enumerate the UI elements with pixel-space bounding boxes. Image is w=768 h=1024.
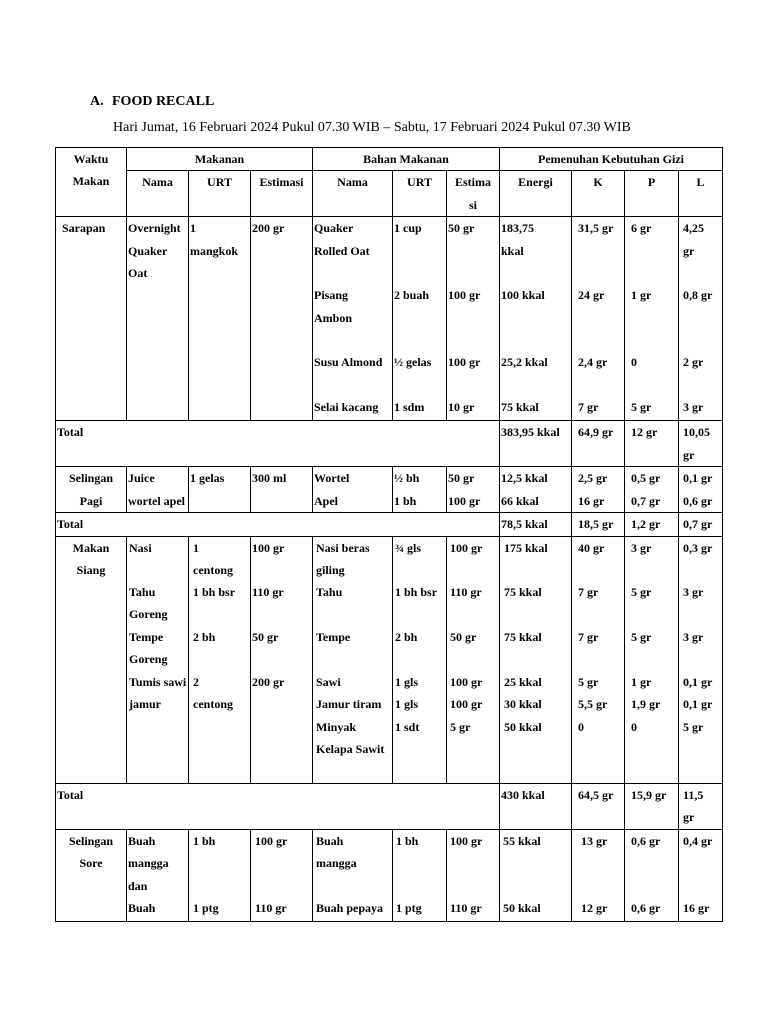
- energi: [500, 467, 572, 513]
- makanan-nama-text: Overnight: [128, 221, 181, 236]
- total-karbohidrat-text: 64,5 gr: [578, 787, 614, 802]
- makanan-estimasi: [251, 829, 313, 921]
- lemak-text: 0,4 gr: [683, 833, 713, 848]
- total-label: [56, 513, 500, 536]
- header-gizi-text: Pemenuhan Kebutuhan Gizi: [537, 152, 685, 166]
- bahan-nama-text: Kelapa Sawit: [316, 742, 385, 757]
- total-label: [56, 783, 500, 829]
- makanan-nama-text: Oat: [128, 266, 148, 281]
- total-lemak-text: 0,7 gr: [683, 517, 713, 532]
- total-energi: [500, 783, 572, 829]
- bahan-nama-text: Selai kacang: [314, 400, 379, 415]
- row-sarapan: [56, 217, 723, 421]
- bahan-estimasi-text: 100 gr: [450, 674, 483, 689]
- bahan-urt-text: 1 sdt: [395, 719, 420, 734]
- header-energi: [500, 171, 572, 217]
- header-p: [625, 171, 679, 217]
- header-waktu-text: Makan: [72, 174, 110, 189]
- header-bahan-estimasi-text: Estima: [455, 175, 491, 190]
- makanan-urt: [189, 829, 251, 921]
- header-nama: [127, 171, 189, 217]
- waktu-makan-siang-text: Makan: [72, 540, 110, 555]
- header-bahan-estimasi: [447, 171, 500, 217]
- lemak-text: gr: [683, 243, 695, 258]
- bahan-urt: [393, 467, 447, 513]
- karbohidrat: [572, 467, 625, 513]
- waktu-selingan-sore-text: Sore: [79, 856, 103, 871]
- makanan-urt: [189, 536, 251, 783]
- makanan-nama: [127, 217, 189, 421]
- bahan-urt-text: 1 bh bsr: [395, 584, 438, 599]
- lemak-text: 0,1 gr: [683, 697, 713, 712]
- makanan-estimasi-text: 110 gr: [252, 584, 284, 599]
- total-protein: [625, 783, 679, 829]
- makanan-estimasi-text: 100 gr: [255, 833, 288, 848]
- karbohidrat: [572, 217, 625, 421]
- waktu-selingan-pagi-text: Pagi: [79, 493, 103, 508]
- section-heading: [90, 94, 214, 110]
- protein-text: 6 gr: [631, 221, 652, 236]
- waktu-makan-siang-text: Siang: [76, 563, 106, 578]
- bahan-urt-text: 1 gls: [395, 697, 419, 712]
- lemak-text: 0,1 gr: [683, 471, 713, 486]
- bahan-estimasi-text: 10 gr: [448, 400, 475, 415]
- karbohidrat-text: 16 gr: [578, 493, 605, 508]
- bahan-nama-text: Wortel: [314, 471, 350, 486]
- waktu-sarapan: [56, 217, 127, 421]
- protein-text: 0: [631, 355, 637, 370]
- bahan-urt: [393, 536, 447, 783]
- protein-text: 0,7 gr: [631, 493, 661, 508]
- total-protein-text: 15,9 gr: [631, 787, 667, 802]
- bahan-estimasi-text: 100 gr: [450, 833, 483, 848]
- bahan-estimasi: [447, 217, 500, 421]
- bahan-urt: [393, 829, 447, 921]
- karbohidrat-text: 0: [578, 719, 584, 734]
- header-makanan-text: Makanan: [194, 152, 245, 166]
- bahan-nama-text: Jamur tiram: [316, 697, 382, 712]
- bahan-nama: [313, 829, 393, 921]
- header-bahan-makanan: [313, 148, 500, 171]
- waktu-sarapan-text: Sarapan: [62, 221, 106, 236]
- bahan-urt: [393, 217, 447, 421]
- energi-text: 25,2 kkal: [501, 355, 548, 370]
- total-lemak-text: 10,05: [683, 425, 710, 440]
- karbohidrat-text: 2,5 gr: [578, 471, 608, 486]
- lemak-text: 0,6 gr: [683, 493, 713, 508]
- energi: [500, 536, 572, 783]
- karbohidrat-text: 13 gr: [581, 833, 608, 848]
- row-total-sarapan: [56, 421, 723, 467]
- bahan-estimasi-text: 5 gr: [450, 719, 471, 734]
- total-label-text: Total: [57, 425, 84, 440]
- makanan-nama-text: Goreng: [129, 652, 168, 667]
- header-waktu-text: Waktu: [73, 152, 109, 166]
- date-range-subtitle: Hari Jumat, 16 Februari 2024 Pukul 07.30 WIB – Sabtu, 17 Februari 2024 Pukul 07.30 WIB: [113, 120, 631, 135]
- energi-text: 100 kkal: [501, 288, 545, 303]
- waktu-selingan-pagi: [56, 467, 127, 513]
- header-l-text: L: [696, 175, 705, 190]
- total-lemak-text: 11,5: [683, 787, 704, 802]
- lemak-text: 2 gr: [683, 355, 704, 370]
- makanan-nama-text: Quaker: [128, 243, 168, 258]
- header-makanan: [127, 148, 313, 171]
- header-bahan-makanan-text: Bahan Makanan: [363, 152, 449, 166]
- protein: [625, 217, 679, 421]
- makanan-urt-text: 1 bh bsr: [193, 584, 236, 599]
- header-energi-text: Energi: [518, 175, 553, 190]
- lemak-text: 0,3 gr: [683, 540, 713, 555]
- header-estimasi-text: Estimasi: [259, 175, 304, 190]
- bahan-nama-text: Nasi beras: [316, 540, 370, 555]
- makanan-urt-text: 1 gelas: [190, 471, 225, 486]
- bahan-urt-text: ¾ gls: [395, 540, 422, 555]
- total-label-text: Total: [57, 517, 84, 532]
- energi-text: 50 kkal: [503, 900, 541, 915]
- bahan-nama-text: Susu Almond: [314, 355, 383, 370]
- total-protein-text: 12 gr: [631, 425, 658, 440]
- total-lemak: [679, 783, 723, 829]
- makanan-nama: [127, 829, 189, 921]
- bahan-nama-text: giling: [316, 563, 345, 578]
- header-urt-text: URT: [207, 175, 232, 190]
- bahan-estimasi: [447, 536, 500, 783]
- bahan-urt-text: 1 cup: [394, 221, 422, 236]
- bahan-nama-text: Quaker: [314, 221, 354, 236]
- header-estimasi: [251, 171, 313, 217]
- makanan-estimasi-text: 200 gr: [252, 221, 285, 236]
- protein: [625, 536, 679, 783]
- protein-text: 0,6 gr: [631, 900, 661, 915]
- bahan-estimasi-text: 50 gr: [448, 471, 475, 486]
- lemak-text: 5 gr: [683, 719, 704, 734]
- protein-text: 0: [631, 719, 637, 734]
- bahan-estimasi-text: 100 gr: [448, 288, 481, 303]
- makanan-estimasi: [251, 536, 313, 783]
- bahan-nama: [313, 467, 393, 513]
- section-number: A.: [90, 94, 104, 109]
- lemak-text: 16 gr: [683, 900, 710, 915]
- energi: [500, 829, 572, 921]
- header-urt: [189, 171, 251, 217]
- waktu-selingan-sore: [56, 829, 127, 921]
- total-label-text: Total: [57, 787, 84, 802]
- karbohidrat-text: 40 gr: [578, 540, 605, 555]
- header-k-text: K: [593, 175, 603, 190]
- lemak-text: 3 gr: [683, 400, 704, 415]
- energi-text: 50 kkal: [504, 719, 542, 734]
- makanan-urt-text: 2 bh: [193, 629, 216, 644]
- bahan-urt-text: 1 ptg: [396, 900, 422, 915]
- bahan-nama: [313, 217, 393, 421]
- makanan-urt-text: 2: [193, 674, 199, 689]
- total-energi: [500, 513, 572, 536]
- makanan-nama-text: wortel apel: [128, 493, 185, 508]
- lemak-text: 0,8 gr: [683, 288, 713, 303]
- makanan-nama-text: jamur: [129, 697, 161, 712]
- energi-text: 75 kkal: [504, 629, 542, 644]
- makanan-urt-text: 1: [193, 540, 199, 555]
- karbohidrat: [572, 536, 625, 783]
- makanan-urt-text: 1 ptg: [193, 900, 219, 915]
- bahan-urt-text: 1 gls: [395, 674, 419, 689]
- makanan-urt-text: centong: [193, 563, 233, 578]
- total-lemak: [679, 513, 723, 536]
- bahan-nama-text: Sawi: [316, 674, 341, 689]
- karbohidrat-text: 2,4 gr: [578, 355, 608, 370]
- makanan-estimasi-text: 100 gr: [252, 540, 285, 555]
- bahan-nama-text: Buah pepaya: [316, 900, 384, 915]
- total-protein-text: 1,2 gr: [631, 517, 661, 532]
- bahan-nama-text: Minyak: [316, 719, 357, 734]
- row-total-makan-siang: [56, 783, 723, 829]
- makanan-urt-text: 1 bh: [193, 833, 216, 848]
- energi-text: 25 kkal: [504, 674, 542, 689]
- header-l: [679, 171, 723, 217]
- total-energi-text: 383,95 kkal: [501, 425, 560, 440]
- protein: [625, 467, 679, 513]
- header-bahan-nama-text: Nama: [337, 175, 368, 190]
- row-selingan-sore: [56, 829, 723, 921]
- protein-text: 5 gr: [631, 400, 652, 415]
- makanan-nama-text: dan: [128, 878, 148, 893]
- karbohidrat-text: 7 gr: [578, 400, 599, 415]
- lemak: [679, 467, 723, 513]
- lemak: [679, 217, 723, 421]
- bahan-nama-text: Buah: [316, 833, 344, 848]
- bahan-urt-text: 2 buah: [394, 288, 430, 303]
- makanan-nama-text: Tahu: [129, 584, 156, 599]
- energi-text: 55 kkal: [503, 833, 541, 848]
- total-lemak-text: gr: [683, 447, 695, 462]
- protein-text: 1 gr: [631, 288, 652, 303]
- bahan-estimasi-text: 100 gr: [448, 493, 481, 508]
- protein-text: 1 gr: [631, 674, 652, 689]
- total-karbohidrat: [572, 783, 625, 829]
- energi-text: 75 kkal: [504, 584, 542, 599]
- total-lemak: [679, 421, 723, 467]
- bahan-estimasi-text: 110 gr: [450, 584, 482, 599]
- waktu-makan-siang: [56, 536, 127, 783]
- karbohidrat-text: 7 gr: [578, 629, 599, 644]
- bahan-estimasi: [447, 829, 500, 921]
- total-protein: [625, 513, 679, 536]
- lemak-text: 3 gr: [683, 629, 704, 644]
- bahan-estimasi-text: 100 gr: [450, 540, 483, 555]
- makanan-urt: [189, 467, 251, 513]
- protein-text: 0,6 gr: [631, 833, 661, 848]
- lemak: [679, 829, 723, 921]
- bahan-urt-text: ½ gelas: [394, 355, 432, 370]
- lemak-text: 3 gr: [683, 584, 704, 599]
- header-row-2: [56, 171, 723, 217]
- lemak-text: 4,25: [683, 221, 704, 236]
- makanan-nama-text: Buah: [128, 900, 156, 915]
- header-bahan-estimasi-text: si: [468, 197, 477, 212]
- bahan-nama-text: Pisang: [314, 288, 349, 303]
- bahan-urt-text: 1 bh: [394, 493, 417, 508]
- makanan-urt-text: centong: [193, 697, 233, 712]
- makanan-nama-text: Goreng: [129, 607, 168, 622]
- karbohidrat-text: 12 gr: [581, 900, 608, 915]
- bahan-nama-text: Rolled Oat: [314, 243, 370, 258]
- waktu-selingan-pagi-text: Selingan: [68, 471, 113, 486]
- makanan-estimasi-text: 50 gr: [252, 629, 279, 644]
- karbohidrat: [572, 829, 625, 921]
- row-selingan-pagi: [56, 467, 723, 513]
- lemak: [679, 536, 723, 783]
- header-bahan-urt-text: URT: [407, 175, 432, 190]
- header-waktu: [56, 148, 127, 217]
- energi-text: 30 kkal: [504, 697, 542, 712]
- makanan-estimasi: [251, 217, 313, 421]
- karbohidrat-text: 7 gr: [578, 584, 599, 599]
- bahan-estimasi-text: 50 gr: [448, 221, 475, 236]
- bahan-urt-text: ½ bh: [394, 471, 420, 486]
- total-karbohidrat-text: 18,5 gr: [578, 517, 614, 532]
- makanan-nama-text: Juice: [128, 471, 155, 486]
- protein-text: 3 gr: [631, 540, 652, 555]
- waktu-selingan-sore-text: Selingan: [68, 833, 113, 848]
- bahan-nama-text: Tempe: [316, 629, 351, 644]
- bahan-estimasi-text: 100 gr: [448, 355, 481, 370]
- bahan-estimasi: [447, 467, 500, 513]
- energi-text: 12,5 kkal: [501, 471, 548, 486]
- total-label: [56, 421, 500, 467]
- total-protein: [625, 421, 679, 467]
- row-makan-siang: [56, 536, 723, 783]
- lemak-text: 0,1 gr: [683, 674, 713, 689]
- makanan-urt: [189, 217, 251, 421]
- makanan-urt-text: 1: [190, 221, 196, 236]
- makanan-nama-text: Buah: [128, 833, 156, 848]
- energi-text: 75 kkal: [501, 400, 539, 415]
- section-title: FOOD RECALL: [112, 94, 215, 109]
- makanan-nama: [127, 536, 189, 783]
- total-karbohidrat: [572, 421, 625, 467]
- energi-text: kkal: [501, 243, 524, 258]
- header-bahan-urt: [393, 171, 447, 217]
- header-nama-text: Nama: [142, 175, 173, 190]
- bahan-nama-text: Ambon: [314, 310, 353, 325]
- makanan-estimasi-text: 200 gr: [252, 674, 285, 689]
- makanan-nama-text: Nasi: [129, 540, 152, 555]
- makanan-nama-text: Tumis sawi: [129, 674, 187, 689]
- makanan-nama: [127, 467, 189, 513]
- karbohidrat-text: 31,5 gr: [578, 221, 614, 236]
- header-bahan-nama: [313, 171, 393, 217]
- makanan-nama-text: Tempe: [129, 629, 164, 644]
- energi: [500, 217, 572, 421]
- karbohidrat-text: 24 gr: [578, 288, 605, 303]
- header-k: [572, 171, 625, 217]
- food-recall-table: [55, 147, 723, 922]
- bahan-estimasi-text: 50 gr: [450, 629, 477, 644]
- energi-text: 175 kkal: [504, 540, 548, 555]
- energi-text: 66 kkal: [501, 493, 539, 508]
- karbohidrat-text: 5 gr: [578, 674, 599, 689]
- protein-text: 5 gr: [631, 584, 652, 599]
- bahan-nama-text: Tahu: [316, 584, 343, 599]
- bahan-urt-text: 1 sdm: [394, 400, 425, 415]
- makanan-urt-text: mangkok: [190, 243, 239, 258]
- total-energi-text: 430 kkal: [501, 787, 545, 802]
- total-karbohidrat: [572, 513, 625, 536]
- bahan-estimasi-text: 110 gr: [450, 900, 482, 915]
- makanan-estimasi-text: 300 ml: [252, 471, 287, 486]
- makanan-nama-text: mangga: [128, 856, 169, 871]
- total-energi: [500, 421, 572, 467]
- protein-text: 5 gr: [631, 629, 652, 644]
- bahan-nama: [313, 536, 393, 783]
- bahan-nama-text: mangga: [316, 856, 357, 871]
- row-total-selingan-pagi: [56, 513, 723, 536]
- protein-text: 0,5 gr: [631, 471, 661, 486]
- makanan-estimasi-text: 110 gr: [255, 900, 287, 915]
- header-row-1: [56, 148, 723, 171]
- bahan-urt-text: 2 bh: [395, 629, 418, 644]
- total-lemak-text: gr: [683, 810, 695, 825]
- header-p-text: P: [647, 175, 656, 190]
- total-karbohidrat-text: 64,9 gr: [578, 425, 614, 440]
- bahan-estimasi-text: 100 gr: [450, 697, 483, 712]
- total-energi-text: 78,5 kkal: [501, 517, 548, 532]
- protein: [625, 829, 679, 921]
- bahan-urt-text: 1 bh: [396, 833, 419, 848]
- header-gizi: [500, 148, 723, 171]
- protein-text: 1,9 gr: [631, 697, 661, 712]
- bahan-nama-text: Apel: [314, 493, 338, 508]
- energi-text: 183,75: [501, 221, 534, 236]
- makanan-estimasi: [251, 467, 313, 513]
- karbohidrat-text: 5,5 gr: [578, 697, 608, 712]
